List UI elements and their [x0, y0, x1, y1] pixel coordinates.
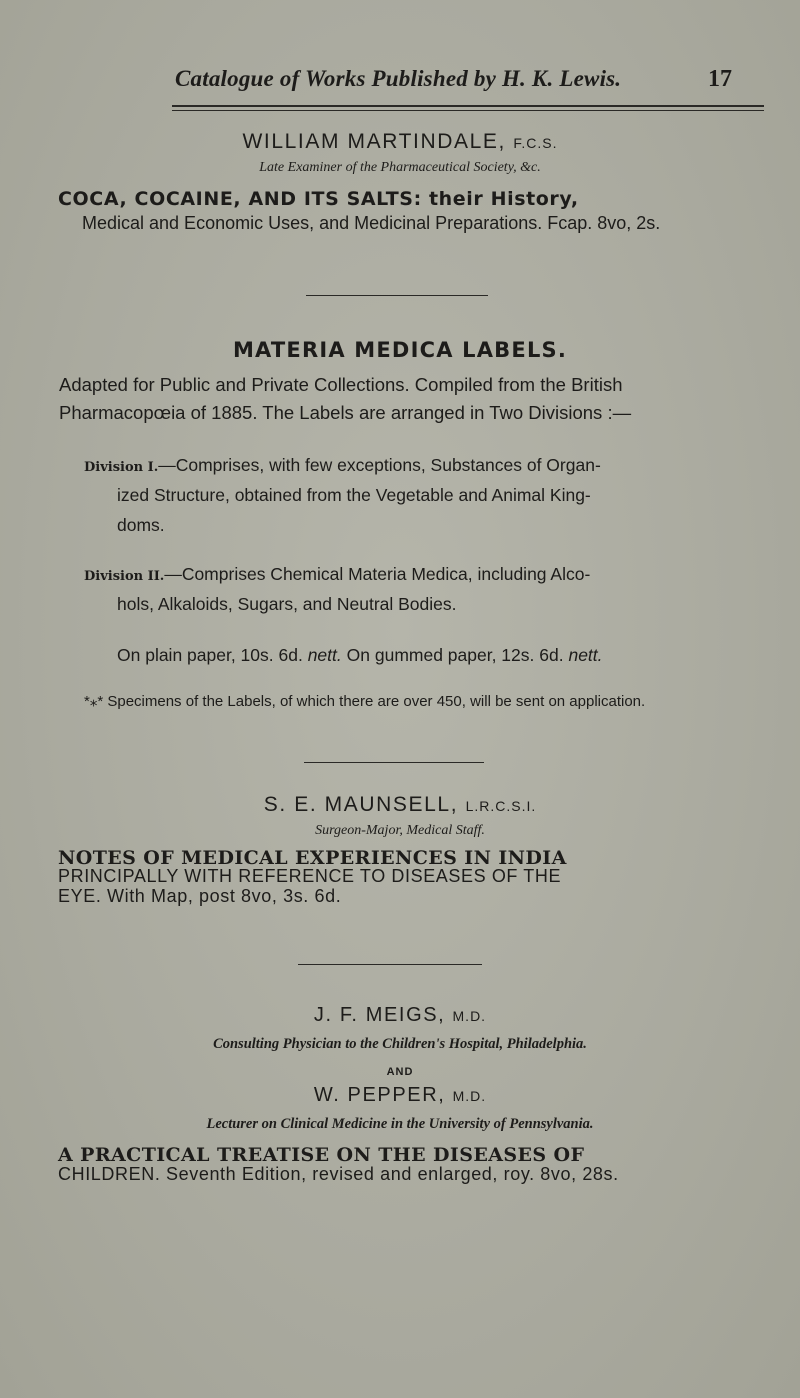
entry-author: [0, 130, 800, 154]
division-paragraph: [84, 450, 764, 483]
division-text: hols, Alkaloids, Sugars, and Neutral Bodies.: [117, 594, 457, 614]
author-credential: Lecturer on Clinical Medicine in the University of Pennsylvania.: [206, 1116, 594, 1132]
entry-author: [0, 1004, 800, 1027]
intro-line: Pharmacopœia of 1885. The Labels are arranged in Two Divisions :—: [59, 402, 632, 423]
division-label: Division II.: [84, 569, 165, 584]
author-degree: M.D.: [452, 1008, 487, 1024]
division-text: doms.: [117, 515, 165, 535]
book-title: A PRACTICAL TREATISE ON THE DISEASES OF: [58, 1144, 585, 1166]
book-title-line: PRINCIPALLY WITH REFERENCE TO DISEASES OF THE: [58, 866, 562, 886]
author-name: J. F. MEIGS,: [313, 1004, 446, 1026]
division-text: —Comprises Chemical Materia Medica, including Alco-: [164, 564, 591, 584]
specimen-note: [84, 692, 784, 710]
author-degree: M.D.: [452, 1088, 487, 1104]
author-credential: Surgeon-Major, Medical Staff.: [315, 823, 485, 838]
price-text: On plain paper, 10s. 6d.: [117, 645, 303, 665]
author-name: W. PEPPER,: [313, 1084, 446, 1106]
page-number: 17: [708, 66, 732, 92]
header-rule-thin: [172, 110, 764, 111]
entry-author: [0, 793, 800, 817]
author-name: S. E. MAUNSELL,: [263, 793, 459, 816]
division-label: Division I.: [84, 460, 159, 475]
price-text: On gummed paper, 12s. 6d.: [346, 645, 564, 665]
running-header-title: Catalogue of Works Published by H. K. Lewis.: [175, 66, 622, 91]
section-divider: [306, 295, 488, 296]
book-title: COCA, COCAINE, AND ITS SALTS: their History,: [58, 188, 579, 210]
price-nett: nett.: [307, 645, 342, 665]
book-description: EYE. With Map, post 8vo, 3s. 6d.: [58, 886, 342, 906]
asterism: *⁎*: [84, 693, 104, 710]
intro-line: Adapted for Public and Private Collections. Compiled from the British: [59, 374, 623, 395]
book-description: CHILDREN. Seventh Edition, revised and enlarged, roy. 8vo, 28s.: [58, 1164, 619, 1184]
book-description: Medical and Economic Uses, and Medicinal Preparations. Fcap. 8vo, 2s.: [82, 213, 661, 233]
section-heading: MATERIA MEDICA LABELS.: [232, 338, 568, 362]
author-credential: Consulting Physician to the Children's Hospital, Philadelphia.: [213, 1036, 587, 1052]
section-divider: [298, 964, 482, 965]
author-degree: L.R.C.S.I.: [465, 798, 537, 814]
division-text: —Comprises, with few exceptions, Substances of Organ-: [158, 455, 601, 475]
author-name: WILLIAM MARTINDALE,: [242, 130, 506, 153]
header-rule: [172, 105, 764, 107]
price-line: [117, 640, 777, 670]
author-degree: F.C.S.: [513, 135, 558, 151]
price-nett: nett.: [568, 645, 603, 665]
division-paragraph: [84, 559, 764, 592]
author-credential: Late Examiner of the Pharmaceutical Society, &c.: [259, 160, 541, 175]
note-text: Specimens of the Labels, of which there are over 450, will be sent on application.: [107, 693, 646, 710]
division-text: ized Structure, obtained from the Vegetable and Animal King-: [117, 485, 591, 505]
entry-author: [0, 1084, 800, 1107]
conjunction: AND: [386, 1066, 414, 1078]
section-divider: [304, 762, 484, 763]
book-title: NOTES OF MEDICAL EXPERIENCES IN INDIA: [58, 847, 567, 869]
